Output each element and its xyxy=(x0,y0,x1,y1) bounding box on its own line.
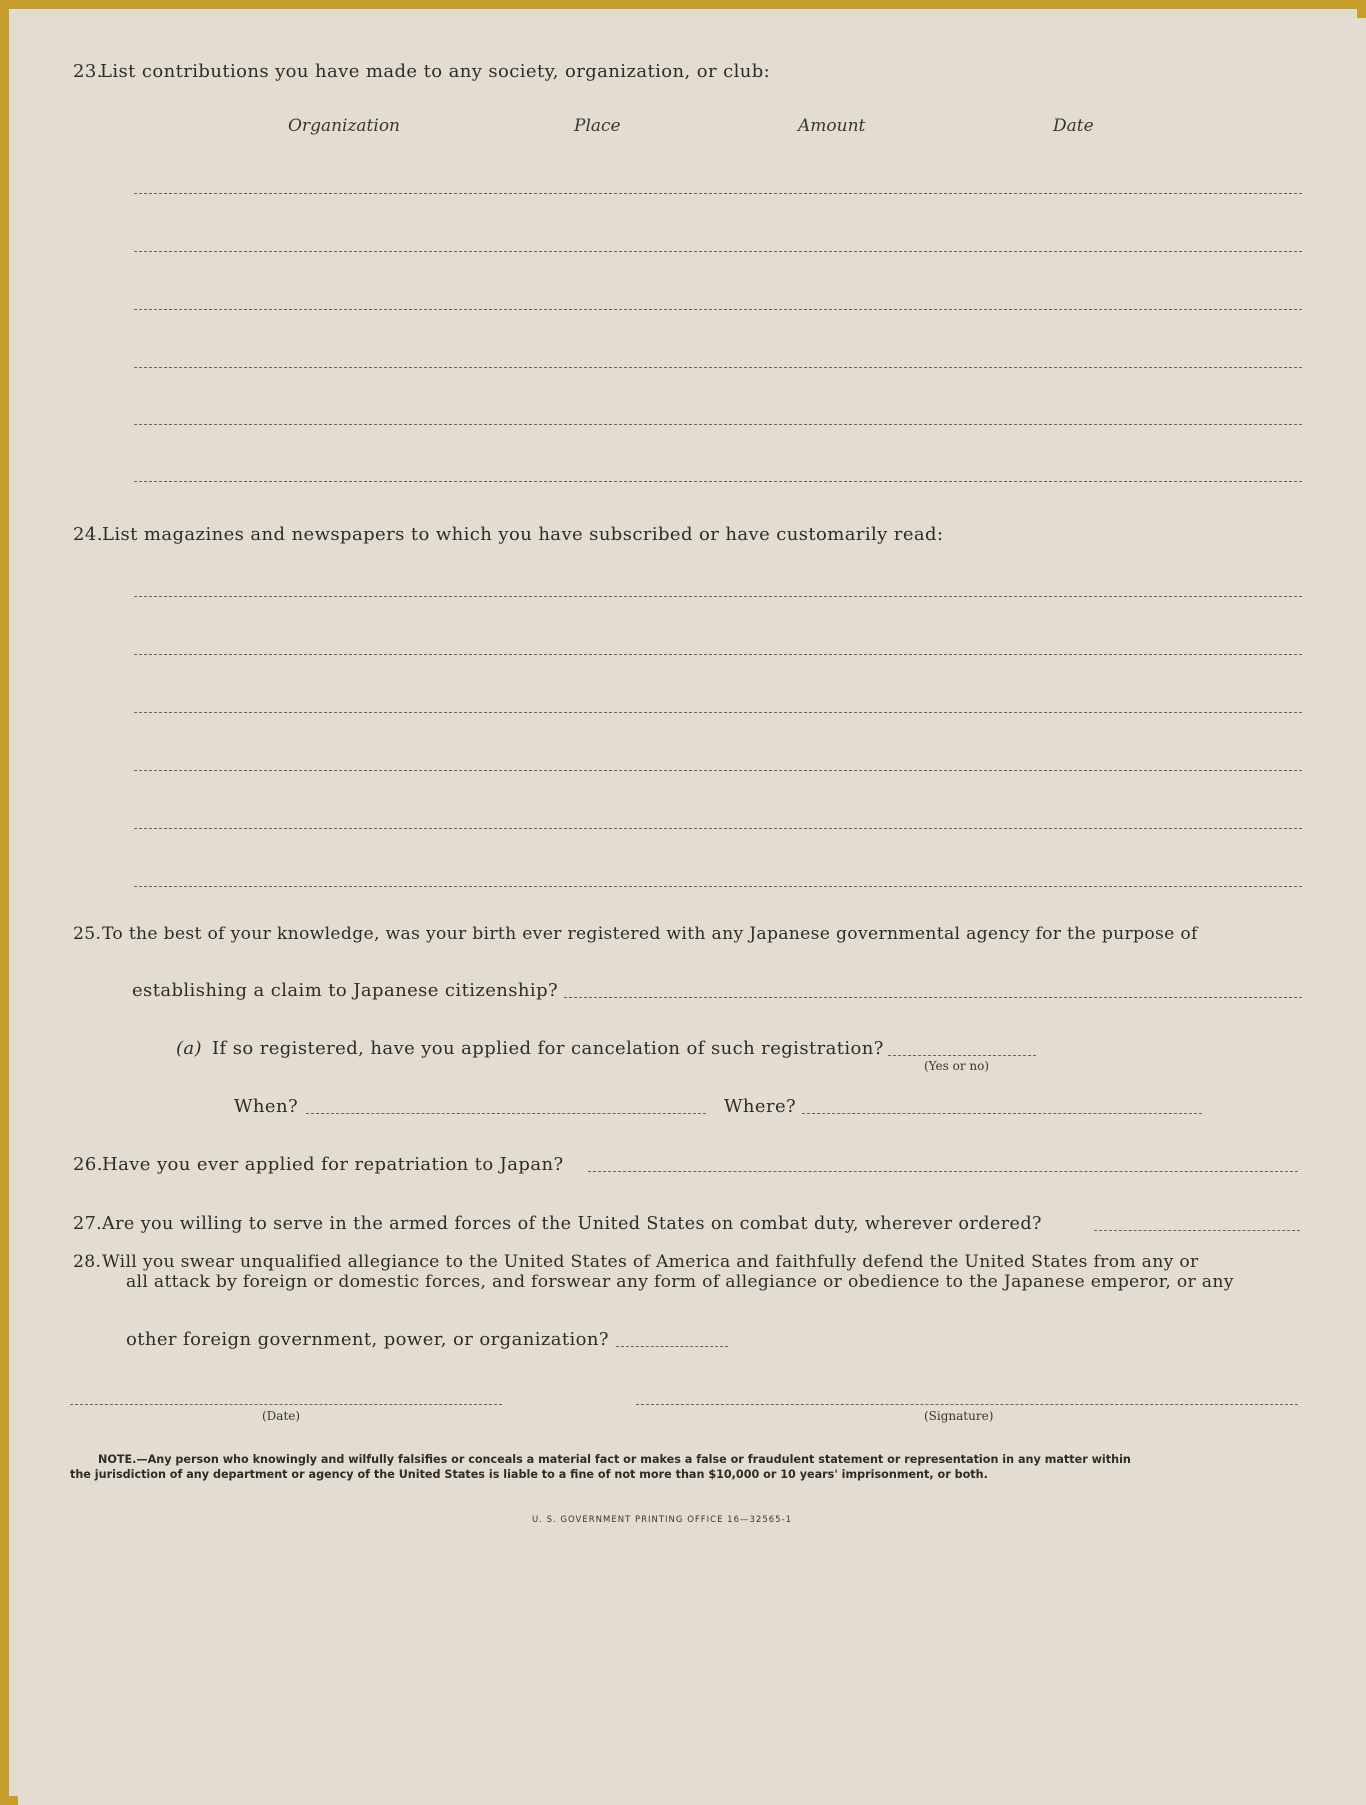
q25a-question: If so registered, have you applied for cancelation of such registration? xyxy=(212,1038,884,1059)
column-header-date: Date xyxy=(1053,116,1094,136)
q28-number: 28. xyxy=(73,1252,102,1272)
note-line1: NOTE.—Any person who knowingly and wilfully falsifies or conceals a material fact or makes a false or fraudulent statement or representation in any matter within xyxy=(98,1453,1131,1466)
q24-answer-line[interactable] xyxy=(134,596,1302,597)
q24-answer-line[interactable] xyxy=(134,654,1302,655)
q24-question: List magazines and newspapers to which you have subscribed or have customarily read: xyxy=(102,524,944,545)
date-line[interactable] xyxy=(70,1404,502,1405)
note-line2: the jurisdiction of any department or agency of the United States is liable to a fine of not more than $10,000 or 10 years' imprisonment, or both. xyxy=(70,1468,988,1481)
yes-or-no-caption: (Yes or no) xyxy=(924,1059,990,1073)
form-page xyxy=(18,18,1366,1805)
q23-answer-line[interactable] xyxy=(134,193,1302,194)
q23-answer-line[interactable] xyxy=(134,309,1302,310)
column-header-place: Place xyxy=(574,116,621,136)
q26-number: 26. xyxy=(73,1154,103,1175)
q24-answer-line[interactable] xyxy=(134,886,1302,887)
q23-number: 23. xyxy=(73,61,103,82)
printing-office-footer: U. S. GOVERNMENT PRINTING OFFICE 16—32565-1 xyxy=(532,1515,793,1525)
q24-answer-line[interactable] xyxy=(134,712,1302,713)
date-caption: (Date) xyxy=(262,1409,301,1423)
q25a-label: (a) xyxy=(176,1038,202,1059)
q25-question-line1: To the best of your knowledge, was your birth ever registered with any Japanese governmental agency for the purpose of xyxy=(102,924,1198,944)
q24-answer-line[interactable] xyxy=(134,770,1302,771)
q27-answer-line[interactable] xyxy=(1094,1230,1300,1231)
q23-answer-line[interactable] xyxy=(134,481,1302,482)
q28-question-line3: other foreign government, power, or organization? xyxy=(126,1329,609,1350)
q25a-where-label: Where? xyxy=(724,1096,797,1117)
q25a-when-field[interactable] xyxy=(306,1113,706,1114)
signature-caption: (Signature) xyxy=(924,1409,994,1423)
q28-answer-line[interactable] xyxy=(616,1346,728,1347)
column-header-amount: Amount xyxy=(798,116,866,136)
signature-line[interactable] xyxy=(636,1404,1298,1405)
q28-question-line2: all attack by foreign or domestic forces, and forswear any form of allegiance or obedience to the Japanese emperor, or any xyxy=(126,1272,1234,1292)
column-header-organization: Organization xyxy=(288,116,401,136)
q27-number: 27. xyxy=(73,1214,103,1234)
q23-question: List contributions you have made to any society, organization, or club: xyxy=(100,61,771,82)
q23-answer-line[interactable] xyxy=(134,424,1302,425)
q25a-when-label: When? xyxy=(234,1096,298,1117)
q24-answer-line[interactable] xyxy=(134,828,1302,829)
q26-answer-line[interactable] xyxy=(588,1171,1298,1172)
q25a-where-field[interactable] xyxy=(802,1113,1202,1114)
q23-answer-line[interactable] xyxy=(134,251,1302,252)
q27-question: Are you willing to serve in the armed forces of the United States on combat duty, wherever ordered? xyxy=(102,1214,1042,1234)
q26-question: Have you ever applied for repatriation to Japan? xyxy=(102,1154,564,1175)
q28-question-line1: Will you swear unqualified allegiance to the United States of America and faithfully defend the United States from any or xyxy=(102,1252,1199,1272)
q25a-answer-line[interactable] xyxy=(888,1055,1036,1056)
q24-number: 24. xyxy=(73,524,103,545)
q25-question-line2: establishing a claim to Japanese citizenship? xyxy=(132,980,559,1001)
q25-answer-line[interactable] xyxy=(564,997,1302,998)
q25-number: 25. xyxy=(73,924,102,944)
q23-answer-line[interactable] xyxy=(134,367,1302,368)
